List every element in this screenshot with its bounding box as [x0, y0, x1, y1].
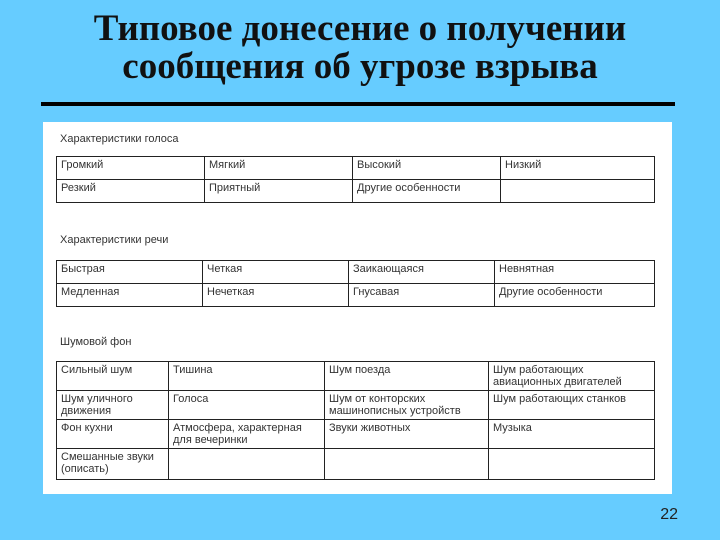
table-row: [57, 420, 655, 449]
table-cell: Тишина: [169, 362, 325, 391]
table-cell: Голоса: [169, 391, 325, 420]
table-row: [57, 180, 655, 203]
speech-heading: Характеристики речи: [60, 234, 169, 246]
table-row: [57, 157, 655, 180]
title-divider: [41, 102, 675, 106]
title-line-1: Типовое донесение о получении: [93, 8, 627, 49]
table-row: [57, 362, 655, 391]
table-cell: Медленная: [57, 284, 203, 307]
table-cell: [501, 180, 655, 203]
table-row: [57, 391, 655, 420]
report-form: [43, 122, 672, 494]
table-cell: Шум от конторских машинописных устройств: [325, 391, 489, 420]
table-row: [57, 284, 655, 307]
table-cell: Шум работающих авиационных двигателей: [489, 362, 655, 391]
table-cell: Музыка: [489, 420, 655, 449]
table-cell: Резкий: [57, 180, 205, 203]
table-row: [57, 449, 655, 480]
table-cell: Шум работающих станков: [489, 391, 655, 420]
table-cell: Невнятная: [495, 261, 655, 284]
table-cell: Приятный: [205, 180, 353, 203]
table-cell: Атмосфера, характерная для вечеринки: [169, 420, 325, 449]
table-cell: Другие особенности: [495, 284, 655, 307]
speech-table: [56, 260, 655, 307]
table-cell: [489, 449, 655, 480]
table-cell: Высокий: [353, 157, 501, 180]
table-cell: Сильный шум: [57, 362, 169, 391]
table-row: [57, 261, 655, 284]
slide-title: [0, 10, 720, 86]
table-cell: Громкий: [57, 157, 205, 180]
table-cell: Другие особенности: [353, 180, 501, 203]
table-cell: Гнусавая: [349, 284, 495, 307]
noise-table: [56, 361, 655, 480]
table-cell: Четкая: [203, 261, 349, 284]
table-cell: Звуки животных: [325, 420, 489, 449]
table-cell: Быстрая: [57, 261, 203, 284]
table-cell: Шум уличного движения: [57, 391, 169, 420]
voice-table: [56, 156, 655, 203]
noise-heading: Шумовой фон: [60, 336, 132, 348]
table-cell: Шум поезда: [325, 362, 489, 391]
page-number: 22: [660, 506, 678, 523]
table-cell: Мягкий: [205, 157, 353, 180]
voice-heading: Характеристики голоса: [60, 133, 179, 145]
title-line-2: сообщения об угрозе взрыва: [122, 46, 598, 87]
table-cell: [169, 449, 325, 480]
table-cell: Заикающаяся: [349, 261, 495, 284]
table-cell: [325, 449, 489, 480]
table-cell: Низкий: [501, 157, 655, 180]
table-cell: Нечеткая: [203, 284, 349, 307]
table-cell: Смешанные звуки (описать): [57, 449, 169, 480]
table-cell: Фон кухни: [57, 420, 169, 449]
